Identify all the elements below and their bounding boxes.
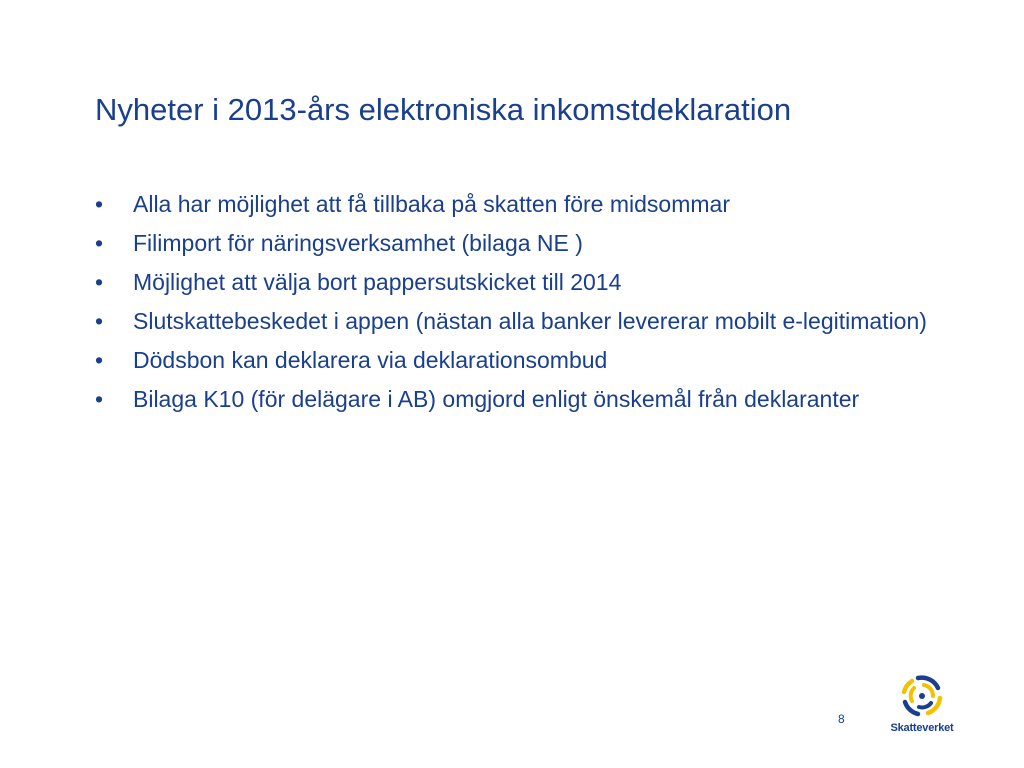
slide-title: Nyheter i 2013-års elektroniska inkomstdeklaration — [95, 92, 792, 127]
list-item — [95, 344, 975, 376]
page-number: 8 — [838, 712, 845, 726]
bullet-icon: • — [95, 347, 104, 373]
bullet-icon: • — [95, 386, 104, 412]
bullet-list — [95, 188, 975, 422]
bullet-text: Filimport för näringsverksamhet (bilaga NE ) — [133, 230, 583, 256]
logo-text: Skatteverket — [890, 722, 954, 734]
list-item — [95, 227, 975, 259]
list-item — [95, 266, 975, 298]
skatteverket-logo — [884, 672, 960, 736]
list-item — [95, 305, 975, 337]
bullet-text: Dödsbon kan deklarera via deklarationsombud — [133, 347, 608, 373]
bullet-icon: • — [95, 269, 104, 295]
bullet-text: Slutskattebeskedet i appen (nästan alla banker levererar mobilt e-legitimation) — [133, 308, 927, 334]
list-item — [95, 188, 975, 220]
bullet-icon: • — [95, 230, 104, 256]
list-item — [95, 383, 975, 415]
bullet-text: Bilaga K10 (för delägare i AB) omgjord enligt önskemål från deklaranter — [133, 386, 860, 412]
bullet-text: Alla har möjlighet att få tillbaka på skatten före midsommar — [133, 191, 730, 217]
skatteverket-sun-logo-icon — [898, 672, 946, 720]
bullet-icon: • — [95, 191, 104, 217]
bullet-text: Möjlighet att välja bort pappersutskicket till 2014 — [133, 269, 622, 295]
bullet-icon: • — [95, 308, 104, 334]
